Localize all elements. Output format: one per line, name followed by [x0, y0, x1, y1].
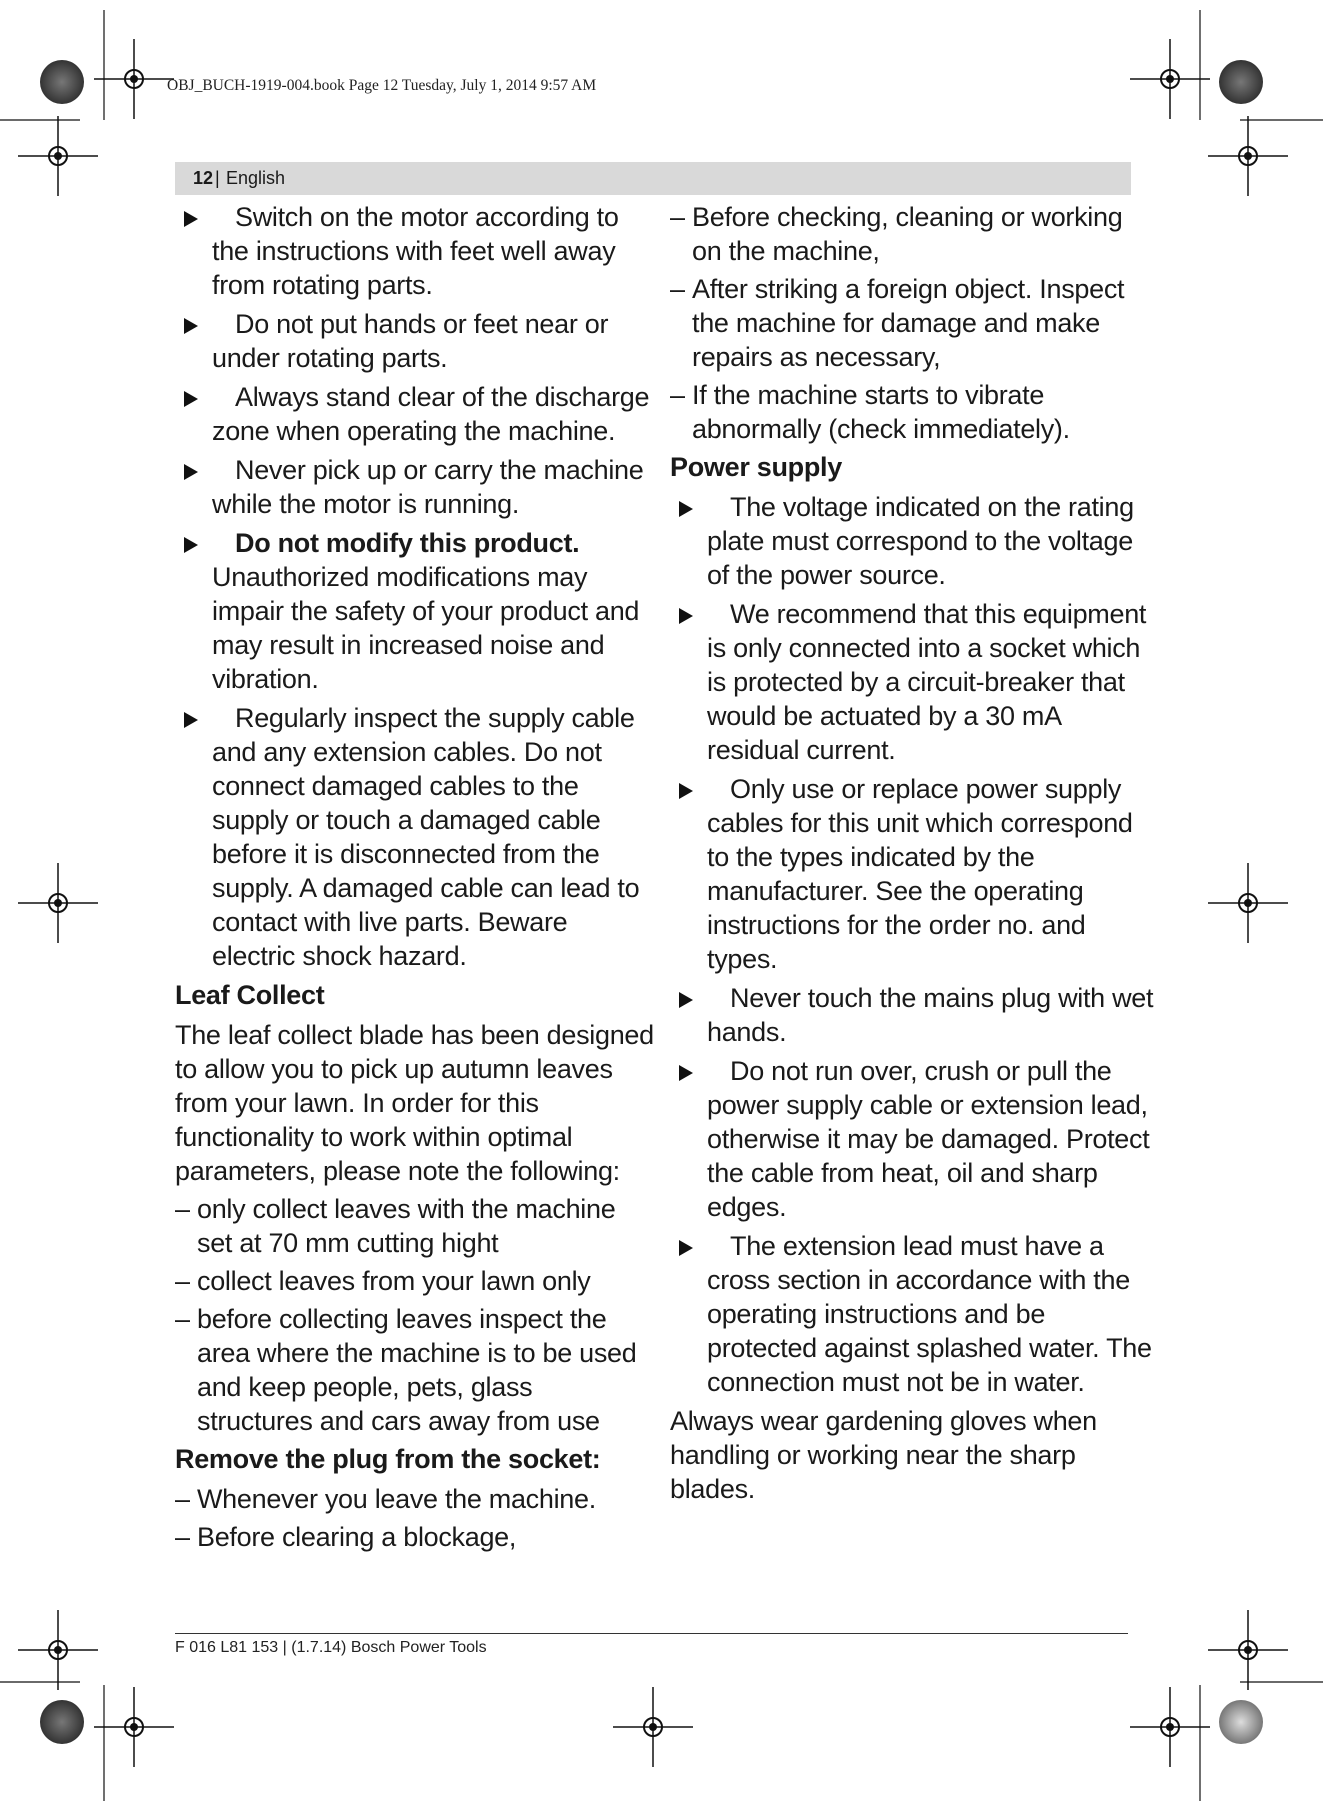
dash-marker: – [175, 1194, 190, 1224]
dash-text: before collecting leaves inspect the area where the machine is to be used and keep people, pets, glass structures and cars away from use [197, 1304, 637, 1436]
bullet-text: Never pick up or carry the machine while the motor is running. [212, 455, 644, 519]
page-number: 12 [193, 168, 214, 188]
dash-item [175, 1192, 655, 1260]
bullet-item [670, 1229, 1155, 1399]
dash-text: After striking a foreign object. Inspect the machine for damage and make repairs as necessary, [692, 274, 1125, 372]
section-heading-power-supply: Power supply [670, 452, 842, 482]
triangle-bullet-icon [679, 1240, 693, 1256]
bullet-text: The extension lead must have a cross section in accordance with the operating instructions and be protected against splashed water. The connection must not be in water. [707, 1231, 1152, 1397]
header-separator: | [215, 168, 220, 188]
header-language: English [226, 168, 286, 188]
dash-text: collect leaves from your lawn only [197, 1266, 591, 1296]
triangle-bullet-icon [184, 211, 198, 227]
footer-rule [175, 1633, 1128, 1634]
bullet-text: Do not put hands or feet near or under rotating parts. [212, 309, 609, 373]
bullet-text: We recommend that this equipment is only connected into a socket which is protected by a circuit-breaker that would be actuated by a 30 mA residual current. [707, 599, 1147, 765]
dash-marker: – [670, 202, 685, 232]
bullet-text: Do not run over, crush or pull the power supply cable or extension lead, otherwise it may be damaged. Protect the cable from heat, oil and sharp edges. [707, 1056, 1150, 1222]
triangle-bullet-icon [184, 464, 198, 480]
dash-item [175, 1264, 655, 1298]
bullet-text: Only use or replace power supply cables for this unit which correspond to the types indicated by the manufacturer. See the operating instructions for the order no. and types. [707, 774, 1133, 974]
dash-text: only collect leaves with the machine set at 70 mm cutting hight [197, 1194, 616, 1258]
dash-marker: – [670, 274, 685, 304]
bullet-item [670, 772, 1155, 976]
dash-item [175, 1302, 655, 1438]
triangle-bullet-icon [184, 391, 198, 407]
bullet-text: Never touch the mains plug with wet hands. [707, 983, 1154, 1047]
dash-item [175, 1482, 655, 1516]
dash-marker: – [670, 380, 685, 410]
dash-text: If the machine starts to vibrate abnormally (check immediately). [692, 380, 1070, 444]
bullet-item [175, 380, 655, 448]
modify-rest-text: Unauthorized modifications may impair the safety of your product and may result in increased noise and vibration. [212, 562, 640, 694]
bullet-text: Always stand clear of the discharge zone when operating the machine. [212, 382, 650, 446]
triangle-bullet-icon [679, 992, 693, 1008]
triangle-bullet-icon [679, 1065, 693, 1081]
paragraph-gloves: Always wear gardening gloves when handling or working near the sharp blades. [670, 1406, 1097, 1504]
bullet-item [670, 981, 1155, 1049]
footer-text: F 016 L81 153 | (1.7.14) Bosch Power Tools [175, 1639, 487, 1656]
bullet-text: Regularly inspect the supply cable and any extension cables. Do not connect damaged cables to the supply or touch a damaged cable before it is disconnected from the supply. A damaged cable can lead to contact with live parts. Beware electric shock hazard. [212, 703, 640, 971]
bullet-text: The voltage indicated on the rating plate must correspond to the voltage of the power source. [707, 492, 1134, 590]
running-header [175, 162, 1131, 195]
bullet-text: Switch on the motor according to the instructions with feet well away from rotating parts. [212, 202, 619, 300]
bullet-item [175, 526, 655, 696]
dash-item [670, 272, 1155, 374]
bullet-item [175, 453, 655, 521]
bullet-item [175, 307, 655, 375]
bullet-item [175, 200, 655, 302]
triangle-bullet-icon [184, 318, 198, 334]
right-column [670, 200, 1155, 1510]
section-heading-leaf-collect: Leaf Collect [175, 980, 325, 1010]
dash-text: Whenever you leave the machine. [197, 1484, 596, 1514]
triangle-bullet-icon [679, 783, 693, 799]
triangle-bullet-icon [184, 537, 198, 553]
bullet-item [670, 597, 1155, 767]
bold-lead-text: Do not modify this product. [235, 528, 580, 558]
dash-text: Before clearing a blockage, [197, 1522, 517, 1552]
bullet-text-modify [212, 526, 655, 696]
dash-marker: – [175, 1484, 190, 1514]
triangle-bullet-icon [679, 608, 693, 624]
section-heading-remove-plug: Remove the plug from the socket: [175, 1444, 601, 1474]
triangle-bullet-icon [679, 501, 693, 517]
dash-text: Before checking, cleaning or working on the machine, [692, 202, 1123, 266]
left-column [175, 200, 655, 1558]
dash-marker: – [175, 1522, 190, 1552]
paragraph-leaf-collect: The leaf collect blade has been designed to allow you to pick up autumn leaves from your lawn. In order for this functionality to work within optimal parameters, please note the following: [175, 1020, 654, 1186]
dash-item [670, 200, 1155, 268]
triangle-bullet-icon [184, 712, 198, 728]
dash-item [670, 378, 1155, 446]
bullet-item [175, 701, 655, 973]
dash-marker: – [175, 1266, 190, 1296]
dash-marker: – [175, 1304, 190, 1334]
dash-item [175, 1520, 655, 1554]
bullet-item [670, 490, 1155, 592]
bullet-item [670, 1054, 1155, 1224]
print-header: OBJ_BUCH-1919-004.book Page 12 Tuesday, July 1, 2014 9:57 AM [167, 77, 597, 94]
